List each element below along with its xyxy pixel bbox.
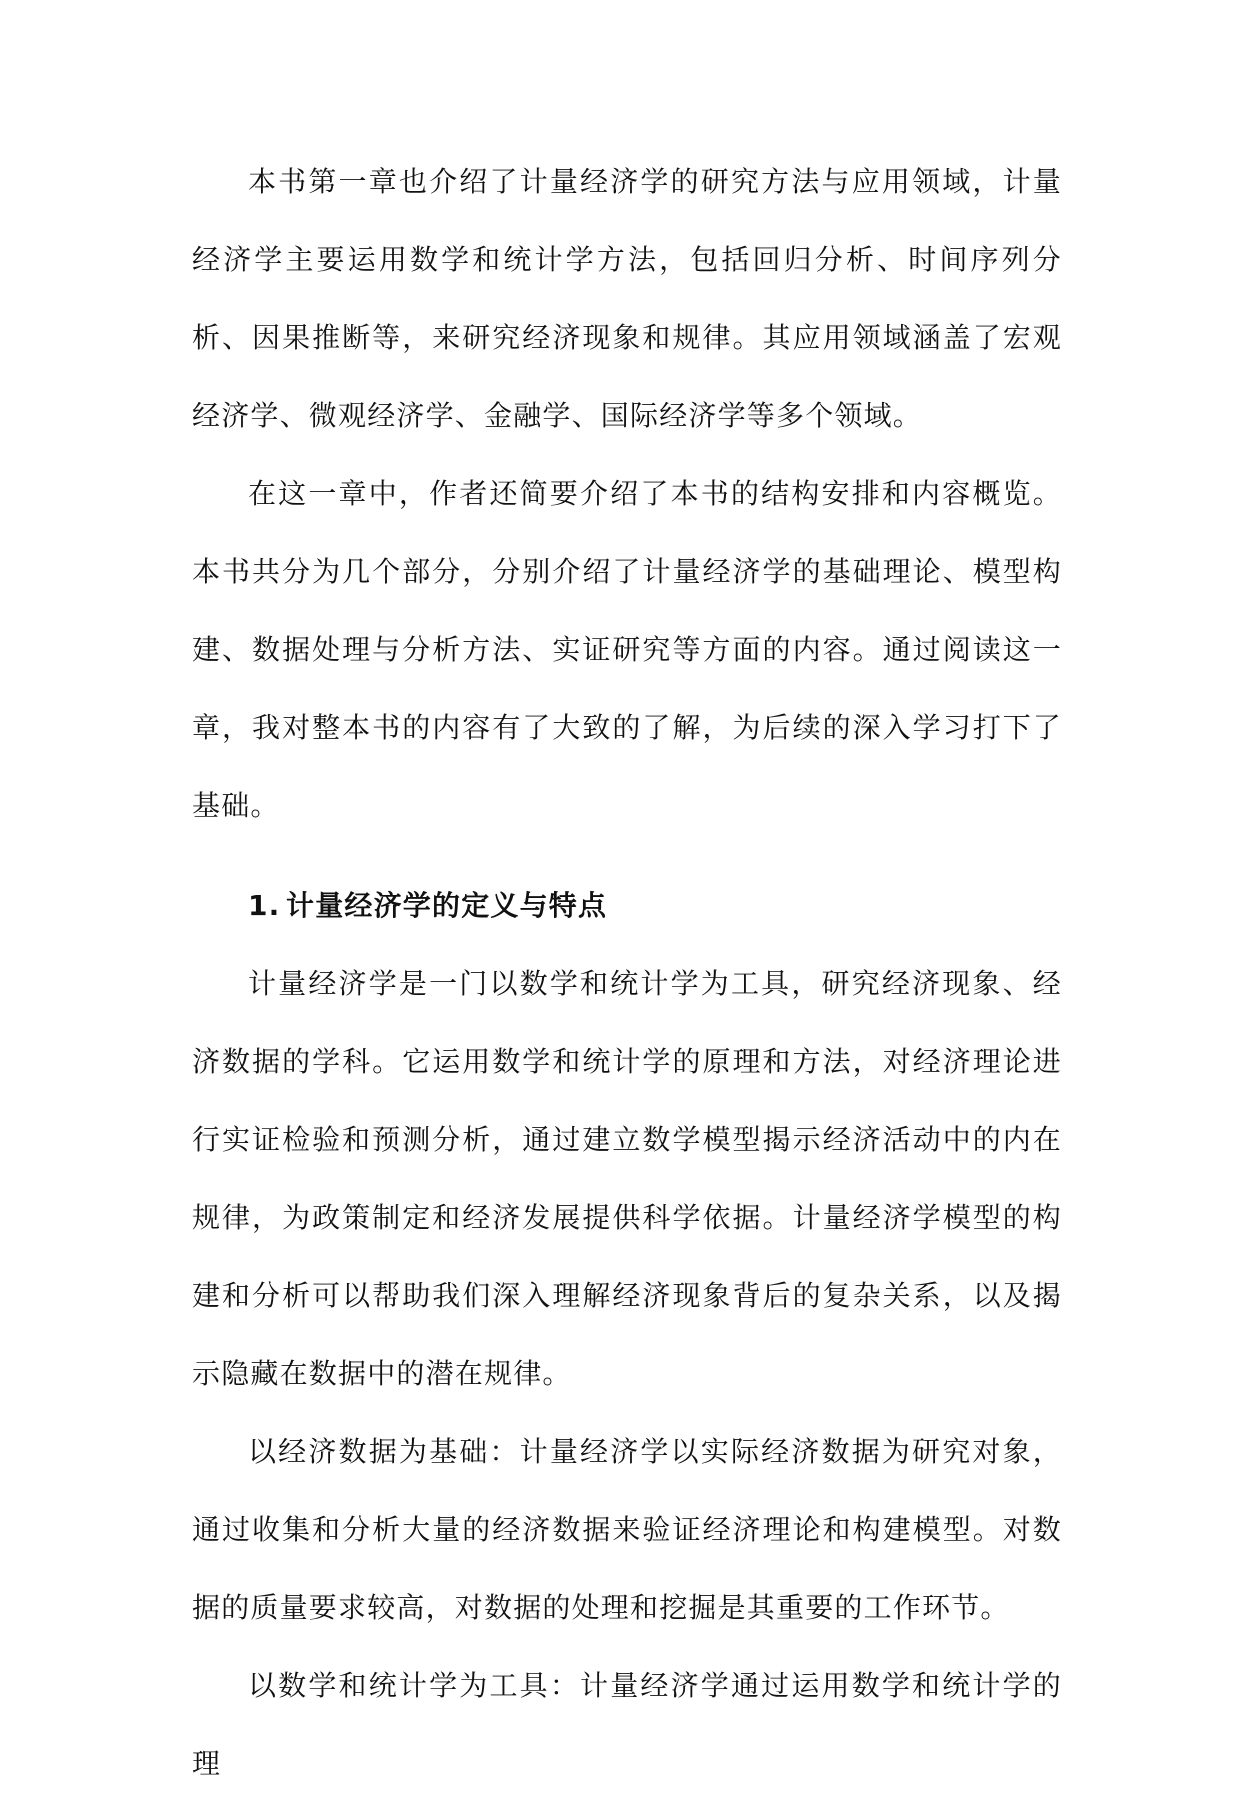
section-heading [192, 867, 1062, 945]
paragraph-math-tools: 以数学和统计学为工具：计量经济学通过运用数学和统计学的理 [192, 1669, 1062, 1780]
section-number: 1. [248, 889, 281, 922]
section-title: 计量经济学的定义与特点 [286, 889, 608, 922]
paragraph-definition: 计量经济学是一门以数学和统计学为工具，研究经济现象、经济数据的学科。它运用数学和统计学的原理和方法，对经济理论进行实证检验和预测分析，通过建立数学模型揭示经济活动中的内在规律，为政策制定和经济发展提供科学依据。计量经济学模型的构建和分析可以帮助我们深入理解经济现象背后的复杂关系，以及揭示隐藏在数据中的潜在规律。 [192, 967, 1062, 1390]
paragraph-data-basis: 以经济数据为基础：计量经济学以实际经济数据为研究对象，通过收集和分析大量的经济数据来验证经济理论和构建模型。对数据的质量要求较高，对数据的处理和挖掘是其重要的工作环节。 [192, 1435, 1062, 1624]
paragraph-research-methods: 本书第一章也介绍了计量经济学的研究方法与应用领域，计量经济学主要运用数学和统计学方法，包括回归分析、时间序列分析、因果推断等，来研究经济现象和规律。其应用领域涵盖了宏观经济学、微观经济学、金融学、国际经济学等多个领域。 [192, 165, 1062, 432]
document-body [192, 143, 1062, 1803]
paragraph-book-structure: 在这一章中，作者还简要介绍了本书的结构安排和内容概览。本书共分为几个部分，分别介绍了计量经济学的基础理论、模型构建、数据处理与分析方法、实证研究等方面的内容。通过阅读这一章，我对整本书的内容有了大致的了解，为后续的深入学习打下了基础。 [192, 477, 1062, 822]
